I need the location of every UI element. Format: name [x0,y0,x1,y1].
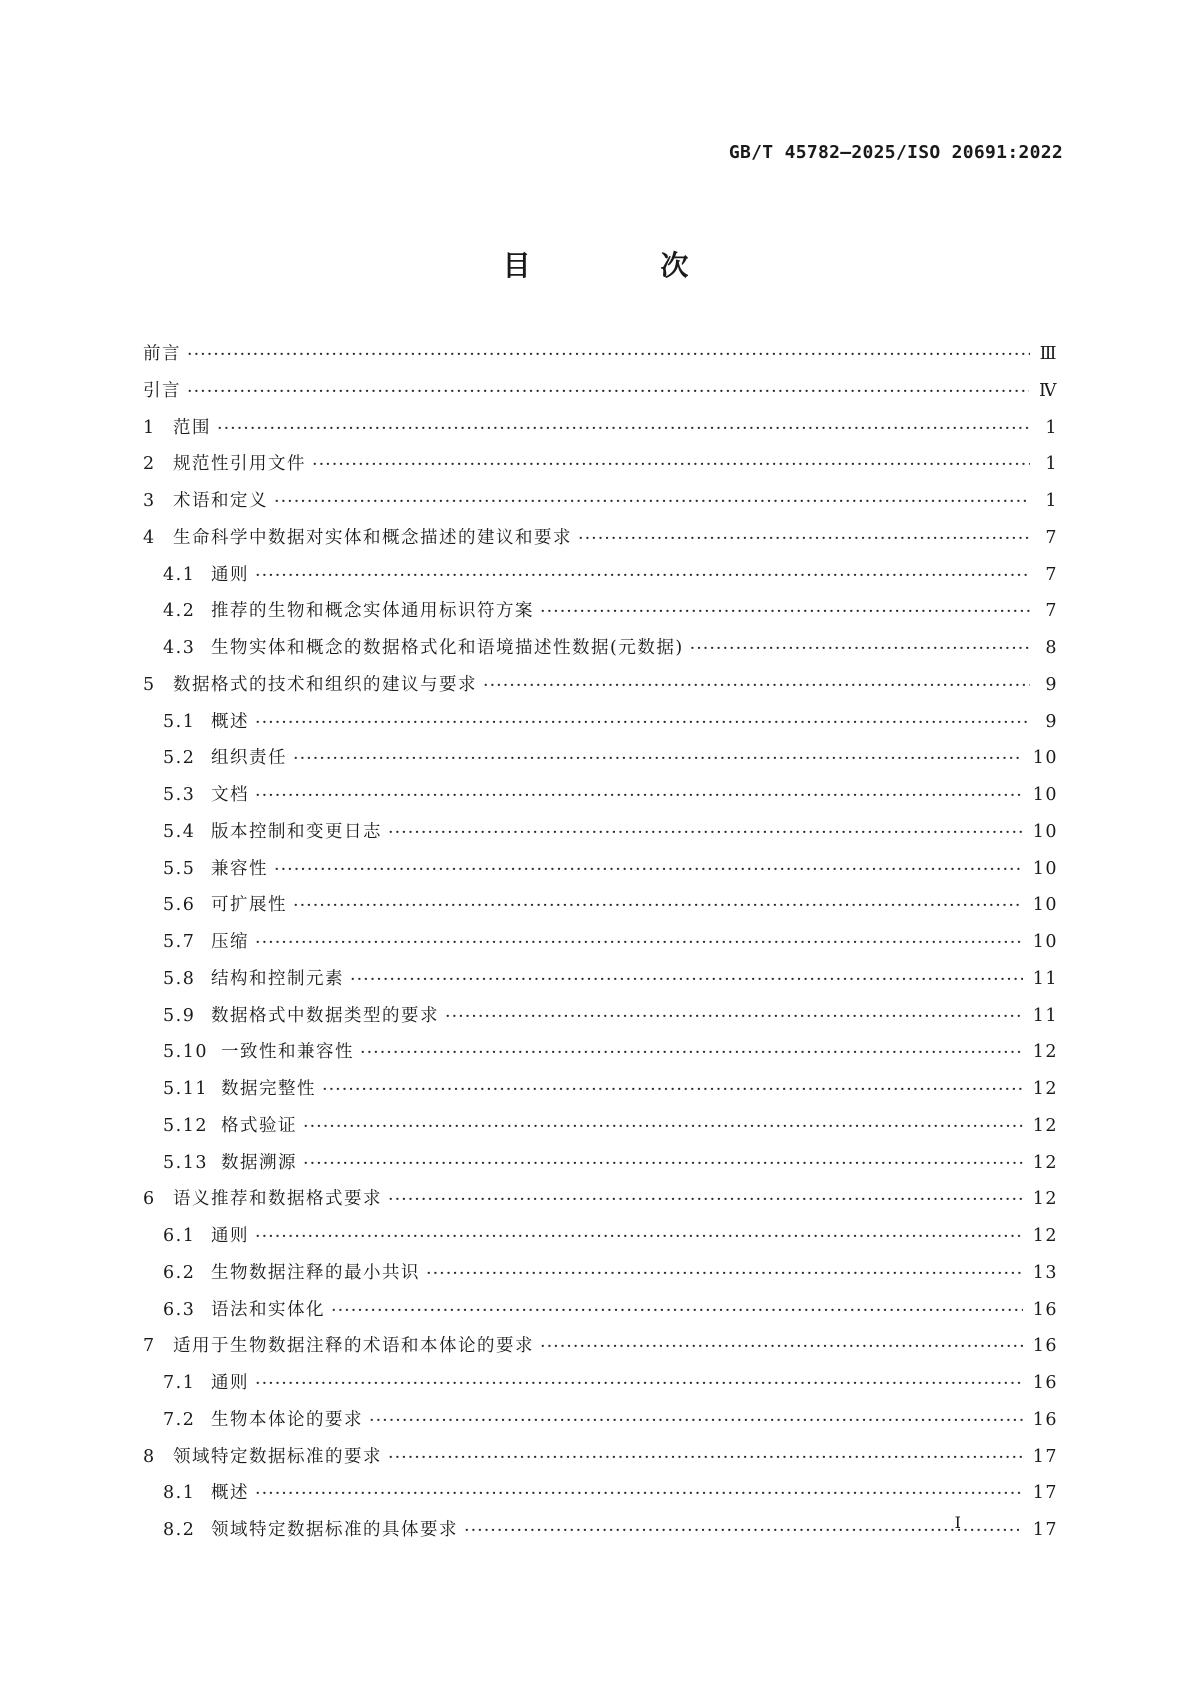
toc-entry-title: 领域特定数据标准的要求 [173,1446,382,1467]
toc-entry-number: 5.10 [163,1042,208,1063]
dot-leader [293,896,1023,916]
dot-leader [303,1117,1023,1137]
toc-entry-page: 12 [1032,1226,1058,1246]
toc-entry[interactable] [143,414,1058,451]
page-folio: I [954,1513,961,1532]
toc-entry[interactable] [143,1185,1058,1222]
toc-entry[interactable] [143,1112,1058,1149]
toc-entry-number: 5.1 [163,711,196,732]
toc-entry-page: 12 [1032,1189,1058,1210]
toc-entry[interactable] [143,1002,1058,1039]
toc-entry-title: 兼容性 [211,858,268,879]
dot-leader [360,1043,1023,1063]
toc-entry-page: 10 [1032,932,1058,952]
toc-entry-number: 5.2 [163,748,196,769]
toc-entry[interactable] [143,855,1058,892]
toc-entry[interactable] [143,1296,1058,1333]
toc-entry-number: 4.3 [163,638,196,658]
dot-leader [187,382,1029,402]
toc-entry-title: 文档 [211,785,249,805]
toc-entry-number: 3 [143,491,156,511]
toc-entry-title: 范围 [173,417,211,438]
toc-entry[interactable] [143,1369,1058,1406]
toc-entry-number: 5.5 [163,858,196,879]
toc-entry-title: 生物本体论的要求 [211,1409,363,1430]
dot-leader [426,1264,1023,1284]
toc-entry-page: 12 [1032,1152,1058,1173]
toc-entry-page: 1 [1045,417,1058,438]
toc-entry-page: 16 [1032,1373,1058,1393]
toc-entry-page: 16 [1032,1299,1058,1320]
dot-leader [312,455,1030,475]
dot-leader [303,1154,1023,1174]
toc-entry-title: 概述 [211,1483,249,1504]
toc-entry-title: 压缩 [211,932,249,952]
toc-entry-number: 6.1 [163,1226,196,1246]
toc-entry-page: 10 [1032,895,1058,916]
toc-entry-title: 一致性和兼容性 [221,1042,354,1063]
toc-entry-number: 1 [143,417,156,438]
toc-entry[interactable] [143,561,1058,598]
toc-entry-number: 5.11 [163,1079,208,1099]
toc-entry-title: 生命科学中数据对实体和概念描述的建议和要求 [173,527,572,548]
dot-leader [255,1227,1023,1247]
toc-entry-title: 结构和控制元素 [211,968,344,989]
toc-entry-page: 10 [1032,785,1058,805]
toc-entry-title: 语义推荐和数据格式要求 [173,1189,382,1210]
toc-entry-page: 10 [1032,858,1058,879]
toc-entry-number: 7.2 [163,1409,196,1430]
toc-entry-page: 16 [1032,1409,1058,1430]
toc-entry-number: 8.1 [163,1483,196,1504]
dot-leader [388,1190,1023,1210]
dot-leader [255,566,1030,586]
dot-leader [255,933,1023,953]
toc-entry[interactable] [143,377,1058,414]
toc-entry-number: 4.1 [163,564,196,585]
toc-entry[interactable] [143,487,1058,524]
dot-leader [388,1448,1023,1468]
toc-entry-title: 数据溯源 [221,1152,297,1173]
toc-entry-title: 推荐的生物和概念实体通用标识符方案 [211,601,534,622]
dot-leader [483,676,1030,696]
toc-entry-title: 可扩展性 [211,895,287,916]
toc-entry-title: 规范性引用文件 [173,454,306,475]
toc-entry-number: 5.3 [163,785,196,805]
toc-entry-number: 5 [143,674,156,695]
toc-entry-title: 生物数据注释的最小共识 [211,1262,420,1283]
toc-entry-title: 术语和定义 [173,491,268,511]
toc-entry-title: 数据格式中数据类型的要求 [211,1005,439,1026]
dot-leader [540,1337,1023,1357]
toc-entry-page: 12 [1032,1079,1058,1099]
toc-entry-page: 9 [1045,674,1058,695]
dot-leader [578,529,1030,549]
toc-entry-title: 通则 [211,564,249,585]
toc-entry-page: 11 [1032,968,1058,989]
dot-leader [690,639,1030,659]
toc-entry-number: 5.4 [163,821,196,842]
toc-entry-number: 6.3 [163,1299,196,1320]
toc-entry[interactable] [143,744,1058,781]
toc-entry-title: 通则 [211,1373,249,1393]
toc-entry-page: 7 [1045,601,1058,622]
dot-leader [255,786,1023,806]
dot-leader [274,860,1023,880]
toc-entry[interactable] [143,1516,1058,1553]
toc-entry-page: 1 [1045,454,1058,475]
toc-entry-number: 8 [143,1446,156,1467]
dot-leader [293,749,1023,769]
dot-leader [255,1374,1023,1394]
toc-entry[interactable] [143,1443,1058,1480]
toc-entry-page: 17 [1032,1446,1058,1467]
toc-entry[interactable] [143,891,1058,928]
toc-entry-page: Ⅲ [1039,344,1058,364]
toc-entry[interactable] [143,1038,1058,1075]
toc-entry[interactable] [143,928,1058,965]
dot-leader [350,970,1023,990]
toc-entry-page: 10 [1032,821,1058,842]
toc-entry-page: 1 [1045,491,1058,511]
toc-entry[interactable] [143,671,1058,708]
toc-entry-page: 16 [1032,1336,1058,1357]
toc-entry-page: 17 [1032,1520,1058,1540]
toc-entry-number: 5.7 [163,932,196,952]
dot-leader [187,345,1030,365]
toc-entry-page: 9 [1045,711,1058,732]
toc-entry-page: 10 [1032,748,1058,769]
toc-entry-title: 概述 [211,711,249,732]
toc-title: 目 次 [502,249,749,282]
toc-entry-number: 4 [143,527,156,548]
toc-entry[interactable] [143,1406,1058,1443]
toc-entry-number: 8.2 [163,1520,196,1540]
toc-entry-title: 语法和实体化 [211,1299,325,1320]
dot-leader [322,1080,1023,1100]
toc-entry-page: 7 [1045,564,1058,585]
toc-entry-number: 2 [143,454,156,475]
toc-entry-title: 引言 [143,380,181,401]
toc-entry-number: 5.6 [163,895,196,916]
toc-entry[interactable] [143,634,1058,671]
toc-entry-page: 11 [1032,1005,1058,1026]
toc-entry[interactable] [143,781,1058,818]
toc-entry-number: 4.2 [163,601,196,622]
dot-leader [540,602,1030,622]
toc-entry-number: 7 [143,1336,156,1357]
toc-entry-number: 7.1 [163,1373,196,1393]
toc-entry[interactable] [143,450,1058,487]
document-code: GB/T 45782—2025/ISO 20691:2022 [728,142,1063,163]
toc-entry-page: 8 [1045,638,1058,658]
toc-entry-number: 5.13 [163,1152,208,1173]
toc-entry-title: 通则 [211,1226,249,1246]
toc-entry-page: 7 [1045,527,1058,548]
dot-leader [369,1411,1023,1431]
toc-entry[interactable] [143,597,1058,634]
toc-entry-title: 前言 [143,344,181,364]
toc-entry-page: 17 [1032,1483,1058,1504]
toc-entry[interactable] [143,708,1058,745]
toc-entry[interactable] [143,818,1058,855]
table-of-contents [143,340,1058,1553]
toc-entry[interactable] [143,1479,1058,1516]
dot-leader [255,713,1030,733]
toc-entry-title: 数据完整性 [221,1079,316,1099]
toc-entry-title: 格式验证 [221,1115,297,1136]
toc-entry[interactable] [143,1259,1058,1296]
dot-leader [255,1484,1023,1504]
toc-entry-title: 生物实体和概念的数据格式化和语境描述性数据(元数据) [211,638,684,658]
toc-entry-title: 版本控制和变更日志 [211,821,382,842]
dot-leader [388,823,1023,843]
toc-entry-number: 6.2 [163,1262,196,1283]
dot-leader [217,419,1030,439]
dot-leader [445,1007,1023,1027]
toc-entry-title: 组织责任 [211,748,287,769]
toc-entry-number: 6 [143,1189,156,1210]
toc-entry-title: 数据格式的技术和组织的建议与要求 [173,674,477,695]
toc-entry-number: 5.8 [163,968,196,989]
toc-entry-number: 5.12 [163,1115,208,1136]
toc-entry[interactable] [143,1149,1058,1186]
toc-entry-page: 13 [1032,1262,1058,1283]
toc-entry[interactable] [143,1222,1058,1259]
toc-entry-title: 适用于生物数据注释的术语和本体论的要求 [173,1336,534,1357]
toc-entry-title: 领域特定数据标准的具体要求 [211,1520,458,1540]
toc-entry[interactable] [143,524,1058,561]
toc-entry[interactable] [143,340,1058,377]
toc-entry[interactable] [143,965,1058,1002]
dot-leader [464,1521,1023,1541]
toc-entry[interactable] [143,1332,1058,1369]
dot-leader [274,492,1030,512]
toc-entry-number: 5.9 [163,1005,196,1026]
toc-entry-page: Ⅳ [1039,380,1058,401]
dot-leader [331,1301,1023,1321]
toc-entry-page: 12 [1032,1115,1058,1136]
toc-entry-page: 12 [1032,1042,1058,1063]
toc-entry[interactable] [143,1075,1058,1112]
